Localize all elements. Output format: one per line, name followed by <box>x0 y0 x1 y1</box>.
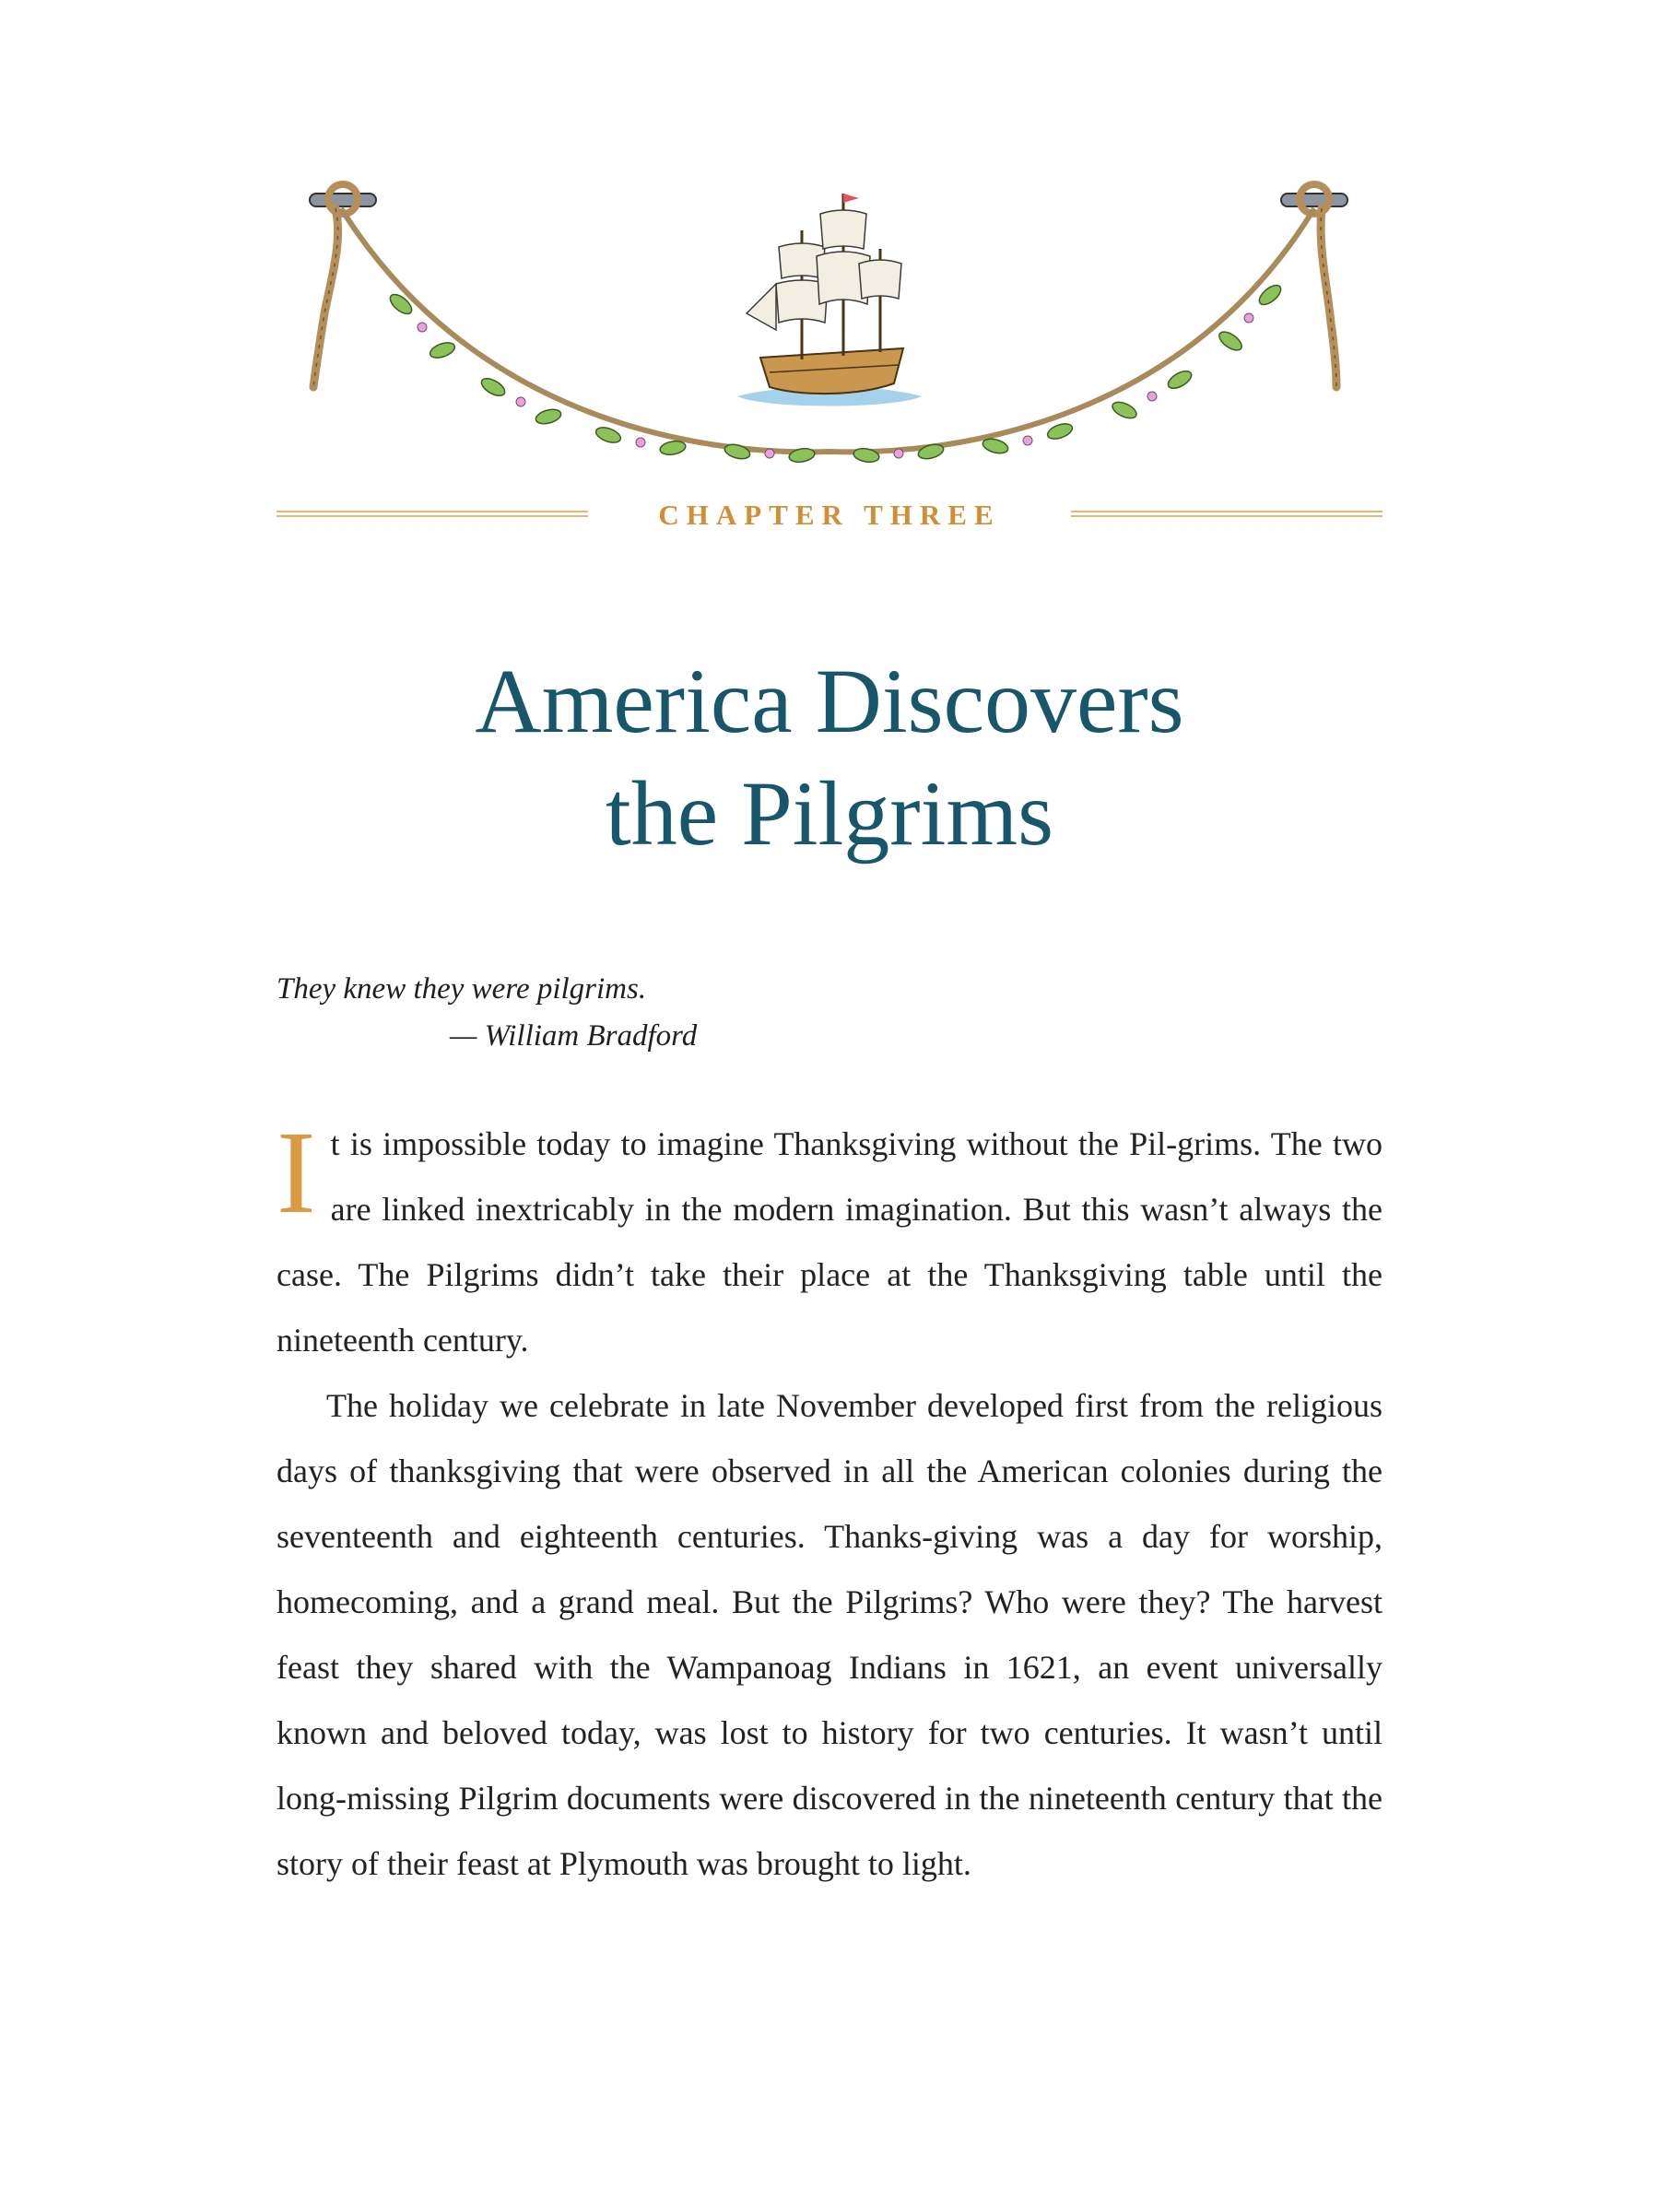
right-double-rule <box>1071 511 1382 517</box>
epigraph-attribution: — William Bradford <box>450 1019 698 1053</box>
left-double-rule <box>276 511 588 517</box>
rope-cleat-icon <box>1281 184 1347 387</box>
chapter-title-line-2: the Pilgrims <box>605 762 1054 865</box>
ship-icon <box>737 194 922 406</box>
chapter-header-illustration <box>304 175 1355 493</box>
paragraph-2: The holiday we celebrate in late November developed first from the religious days of thanksgiving that were observed in all the American colonies during the seventeenth and eighteenth centuries. Thanks-giving was a day for worship, homecoming, and a grand meal. But the Pilgrims? Who were they? The harvest feast they shared with the Wampanoag Indians in 1621, an event universally known and beloved today, was lost to history for two centuries. It wasn’t until long-missing Pilgrim documents were discovered in the nineteenth century that the story of their feast at Plymouth was brought to light. <box>276 1387 1382 1882</box>
chapter-label: CHAPTER THREE <box>658 499 1001 531</box>
epigraph-quote: They knew they were pilgrims. <box>276 972 647 1006</box>
paragraph-1 <box>276 1107 1382 1373</box>
body-text <box>276 1107 1382 1897</box>
chapter-title <box>184 645 1475 870</box>
chapter-title-line-1: America Discovers <box>475 650 1184 752</box>
paragraph-1-text: t is impossible today to imagine Thanksgiving without the Pil-grims. The two are linked inextricably in the modern imagination. But this wasn’t always the case. The Pilgrims didn’t take their place at the Thanksgiving table until the nineteenth century. <box>276 1125 1382 1359</box>
chapter-heading-row <box>276 500 1382 536</box>
epigraph <box>276 966 1014 1060</box>
drop-cap: I <box>276 1107 316 1238</box>
